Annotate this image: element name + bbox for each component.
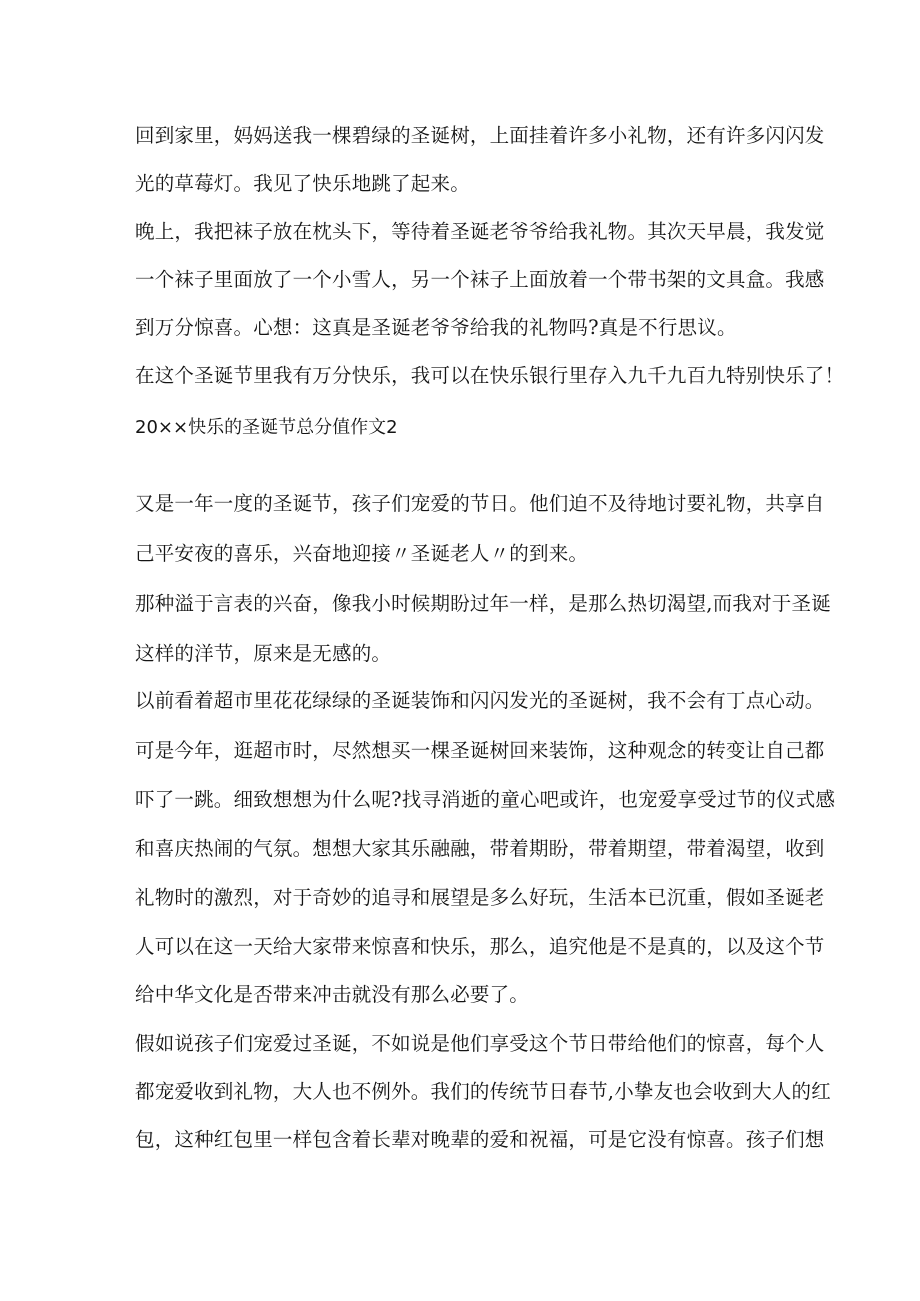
text-line: 以前看着超市里花花绿绿的圣诞装饰和闪闪发光的圣诞树，我不会有丁点心动。 bbox=[135, 689, 825, 712]
text-line: 都宠爱收到礼物，大人也不例外。我们的传统节日春节,小挚友也会收到大人的红 bbox=[135, 1080, 831, 1103]
text-line: 光的草莓灯。我见了快乐地跳了起来。 bbox=[135, 172, 470, 195]
text-line: 回到家里，妈妈送我一棵碧绿的圣诞树，上面挂着许多小礼物，还有许多闪闪发 bbox=[135, 124, 825, 147]
text-line: 在这个圣诞节里我有万分快乐，我可以在快乐银行里存入九千九百九特别快乐了！ bbox=[135, 364, 845, 387]
text-line: 包，这种红包里一样包含着长辈对晚辈的爱和祝福，可是它没有惊喜。孩子们想 bbox=[135, 1128, 825, 1151]
text-line: 己平安夜的喜乐，兴奋地迎接〃圣诞老人〃的到来。 bbox=[135, 542, 589, 565]
text-line: 和喜庆热闹的气氛。想想大家其乐融融，带着期盼，带着期望，带着渴望，收到 bbox=[135, 837, 825, 860]
text-line: 这样的洋节，原来是无感的。 bbox=[135, 642, 392, 665]
text-line: 假如说孩子们宠爱过圣诞，不如说是他们享受这个节日带给他们的惊喜，每个人 bbox=[135, 1032, 825, 1055]
section-heading: 20××快乐的圣诞节总分值作文2 bbox=[135, 417, 398, 438]
text-line: 到万分惊喜。心想：这真是圣诞老爷爷给我的礼物吗?真是不行思议。 bbox=[135, 316, 737, 339]
text-line: 可是今年，逛超市时，尽然想买一棵圣诞树回来装饰，这种观念的转变让自己都 bbox=[135, 739, 825, 762]
text-line: 礼物时的激烈，对于奇妙的追寻和展望是多么好玩，生活本已沉重，假如圣诞老 bbox=[135, 886, 825, 909]
text-line: 晚上，我把袜子放在枕头下，等待着圣诞老爷爷给我礼物。其次天早晨，我发觉 bbox=[135, 220, 825, 243]
text-line: 人可以在这一天给大家带来惊喜和快乐，那么，追究他是不是真的，以及这个节 bbox=[135, 935, 825, 958]
text-line: 一个袜子里面放了一个小雪人，另一个袜子上面放着一个带书架的文具盒。我感 bbox=[135, 268, 825, 291]
text-line: 吓了一跳。细致想想为什么呢?找寻消逝的童心吧或许，也宠爱享受过节的仪式感 bbox=[135, 788, 836, 811]
text-line: 那种溢于言表的兴奋，像我小时候期盼过年一样，是那么热切渴望,而我对于圣诞 bbox=[135, 592, 831, 615]
text-line: 给中华文化是否带来冲击就没有那么必要了。 bbox=[135, 983, 530, 1006]
text-line: 又是一年一度的圣诞节，孩子们宠爱的节日。他们迫不及待地讨要礼物，共享自 bbox=[135, 492, 825, 515]
